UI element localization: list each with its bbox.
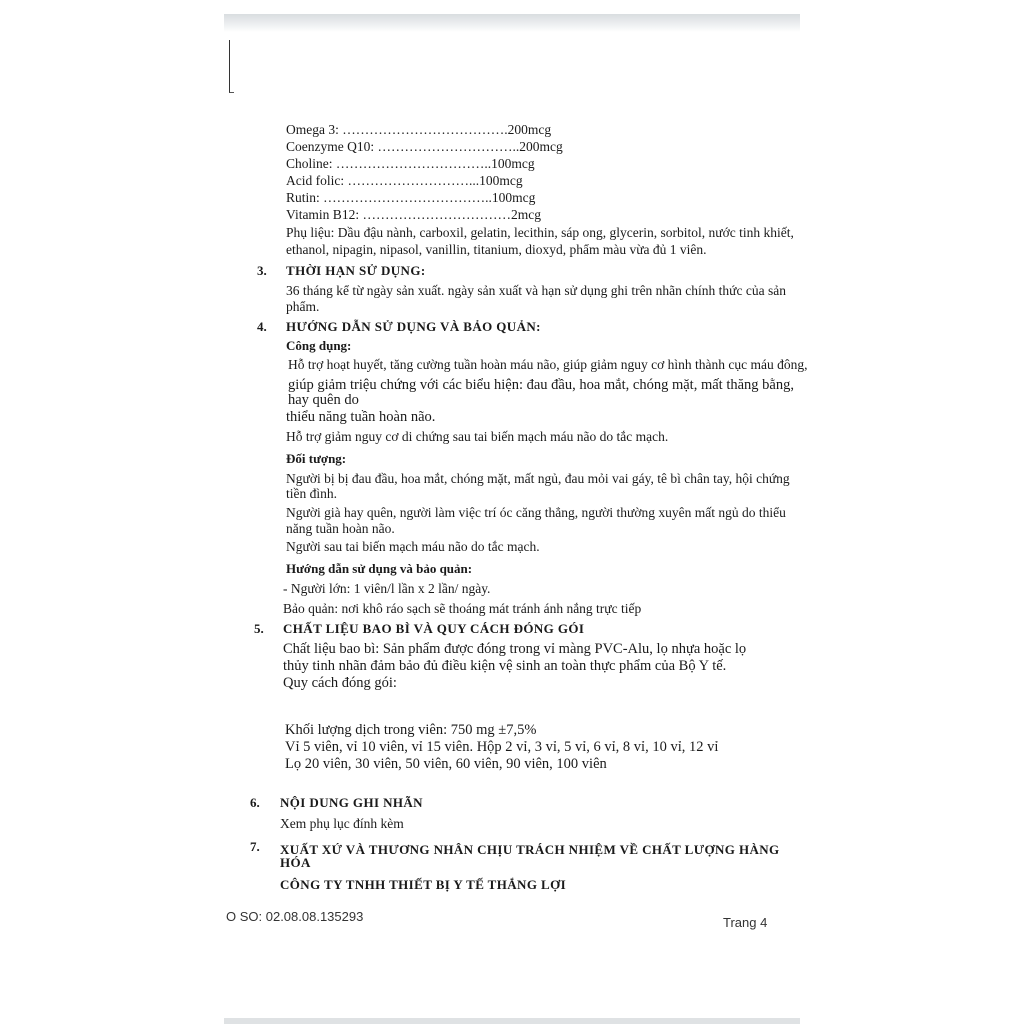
ingredient-dots: ……………………………….. (323, 190, 492, 205)
excipients-line: ethanol, nipagin, nipasol, vanillin, titanium, dioxyd, phẩm màu vừa đủ 1 viên. (286, 242, 707, 257)
packaging-line: Khối lượng dịch trong viên: 750 mg ±7,5% (285, 722, 537, 738)
ingredient-line (286, 191, 535, 205)
ingredient-value: 200mcg (519, 139, 563, 154)
paragraph-line: giúp giảm triệu chứng với các biểu hiện: đau đầu, hoa mắt, chóng mặt, mất thăng bằng, (288, 377, 794, 393)
ingredient-line (286, 157, 535, 171)
ingredient-name: Coenzyme Q10: (286, 139, 375, 154)
paragraph-line: Hỗ trợ giảm nguy cơ di chứng sau tai biến mạch máu não do tắc mạch. (286, 429, 669, 444)
section-number: 6. (250, 795, 260, 810)
margin-mark (229, 40, 234, 93)
ingredient-name: Choline: (286, 156, 333, 171)
section-number: 5. (254, 621, 264, 636)
ingredient-dots: …………………………….. (335, 156, 492, 171)
paragraph-line: Xem phụ lục đính kèm (280, 816, 404, 831)
section-number: 4. (257, 319, 267, 334)
page-top-edge (224, 14, 800, 32)
ingredient-dots: ………………………... (347, 173, 480, 188)
section-title: NỘI DUNG GHI NHÃN (280, 795, 423, 810)
section-title: HƯỚNG DẪN SỬ DỤNG VÀ BẢO QUẢN: (286, 319, 541, 334)
paragraph-line: thiểu năng tuần hoàn não. (286, 409, 436, 425)
packaging-line: Lọ 20 viên, 30 viên, 50 viên, 60 viên, 90 viên, 100 viên (285, 756, 607, 772)
ingredient-value: 100mcg (491, 190, 536, 205)
ingredient-line (286, 140, 563, 154)
paragraph-line: phẩm. (286, 299, 320, 314)
paragraph-line: Bảo quản: nơi khô ráo sạch sẽ thoáng mát tránh ánh nắng trực tiếp (283, 601, 642, 616)
ingredient-line (286, 174, 523, 188)
ingredient-dots: ………………………….. (377, 139, 520, 154)
section-title: XUẤT XỨ VÀ THƯƠNG NHÂN CHỊU TRÁCH NHIỆM VỀ CHẤT LƯỢNG HÀNG (280, 842, 780, 857)
section-title: THỜI HẠN SỬ DỤNG: (286, 263, 426, 278)
page-bottom-edge (224, 1018, 800, 1024)
company-name: CÔNG TY TNHH THIẾT BỊ Y TẾ THẮNG LỢI (280, 877, 567, 892)
ingredient-line (286, 123, 551, 137)
paragraph-line: Chất liệu bao bì: Sản phẩm được đóng trong vỉ màng PVC-Alu, lọ nhựa hoặc lọ (283, 641, 747, 657)
section-number: 7. (250, 839, 260, 854)
ingredient-name: Omega 3: (286, 122, 339, 137)
paragraph-line: Người già hay quên, người làm việc trí óc căng thẳng, người thường xuyên mất ngủ do thiểu (286, 505, 786, 520)
paragraph-line: thủy tinh nhãn đảm bảo đủ điều kiện vệ sinh an toàn thực phẩm của Bộ Y tế. (283, 658, 727, 674)
document-number: O SO: 02.08.08.135293 (226, 909, 364, 924)
ingredient-value: 200mcg (507, 122, 552, 137)
paragraph-line: 36 tháng kể từ ngày sản xuất. ngày sản xuất và hạn sử dụng ghi trên nhãn chính thức của sản (286, 283, 786, 298)
paragraph-line: Người sau tai biến mạch máu não do tắc mạch. (286, 539, 540, 554)
ingredient-name: Acid folic: (286, 173, 345, 188)
packaging-line: Vỉ 5 viên, vỉ 10 viên, vỉ 15 viên. Hộp 2 vỉ, 3 vỉ, 5 vỉ, 6 vỉ, 8 vỉ, 10 vỉ, 12 vỉ (285, 739, 719, 755)
paragraph-line: tiền đình. (286, 486, 337, 501)
ingredient-name: Vitamin B12: (286, 207, 360, 222)
excipients-line: Phụ liệu: Dầu đậu nành, carboxil, gelatin, lecithin, sáp ong, glycerin, sorbitol, nước tinh khiết, (286, 225, 794, 240)
ingredient-value: 2mcg (510, 207, 541, 222)
subheading-uses: Công dụng: (286, 338, 352, 353)
ingredient-name: Rutin: (286, 190, 320, 205)
subheading-target: Đối tượng: (286, 451, 347, 466)
section-title-cont: HÓA (280, 855, 311, 870)
paragraph-line: năng tuần hoàn não. (286, 521, 395, 536)
ingredient-value: 100mcg (491, 156, 535, 171)
paragraph-line: - Người lớn: 1 viên/l lần x 2 lần/ ngày. (283, 581, 491, 596)
paragraph-line: hay quên do (288, 392, 359, 408)
ingredient-line (286, 208, 541, 222)
section-title: CHẤT LIỆU BAO BÌ VÀ QUY CÁCH ĐÓNG GÓI (283, 621, 585, 636)
ingredient-dots: ………………………………. (342, 122, 508, 137)
section-number: 3. (257, 263, 267, 278)
subheading-guide: Hướng dẫn sử dụng và bảo quản: (286, 561, 473, 576)
ingredient-value: 100mcg (479, 173, 523, 188)
ingredient-dots: …………………………… (362, 207, 511, 222)
paragraph-line: Quy cách đóng gói: (283, 675, 397, 691)
paragraph-line: Người bị bị đau đầu, hoa mắt, chóng mặt, mất ngủ, đau mỏi vai gáy, tê bì chân tay, hội chứng (286, 471, 790, 486)
paragraph-line: Hỗ trợ hoạt huyết, tăng cường tuần hoàn máu não, giúp giảm nguy cơ hình thành cục máu đông, (288, 357, 808, 372)
page-number: Trang 4 (723, 915, 768, 930)
